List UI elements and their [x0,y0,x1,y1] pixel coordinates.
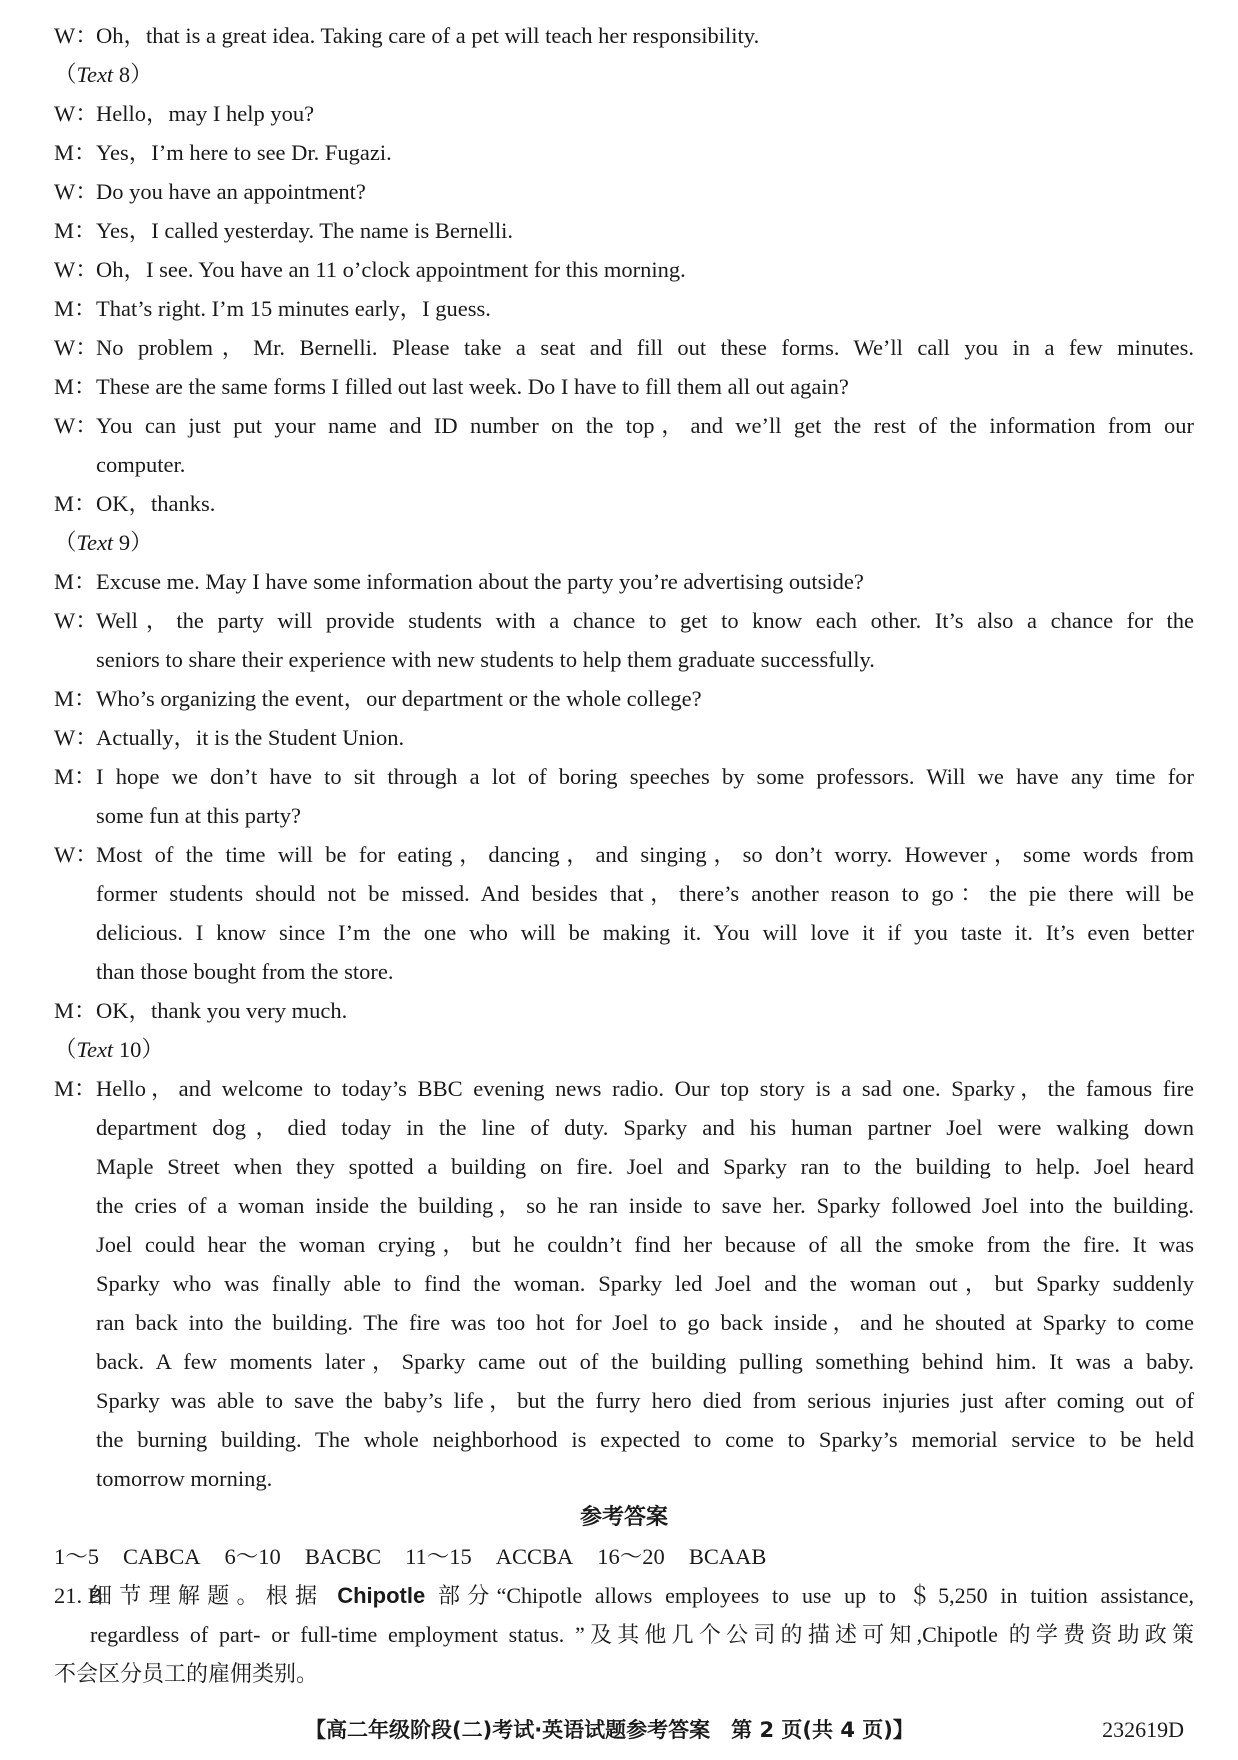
transcript-line [54,94,1194,133]
dialogue-continuation: Joel could hear the woman crying，but he couldn’t find her because of all the smoke from the fire. It was [96,1232,1194,1257]
transcript-line [54,133,1194,172]
dialogue-text: That’s right. I’m 15 minutes early，I guess. [96,296,491,321]
label-word: Text [76,530,114,555]
dialogue-text: Hello，may I help you? [96,101,315,126]
answer-item: 6～10 [224,1544,281,1569]
transcript-line [54,679,1194,718]
transcript-line [54,1342,1194,1381]
transcript-line [54,1225,1194,1264]
answer-item: 1～5 [54,1544,100,1569]
transcript-line [54,55,1194,94]
transcript-line [54,796,1194,835]
speaker-label: W： [54,179,98,204]
dialogue-text: Yes，I’m here to see Dr. Fugazi. [96,140,392,165]
dialogue-text: These are the same forms I filled out last week. Do I have to fill them all out again? [96,374,849,399]
answer-item: 16～20 [597,1544,665,1569]
dialogue-text: Hello，and welcome to today’s BBC evening news radio. Our top story is a sad one. Sparky，the famous fire [96,1076,1194,1101]
dialogue-text: Most of the time will be for eating，dancing，and singing，so don’t worry. However，some words from [96,842,1194,867]
speaker-label: W： [54,23,98,48]
answer-item: ACCBA [495,1544,574,1569]
text-section-label [54,62,153,87]
transcript-line [54,367,1194,406]
dialogue-continuation: tomorrow morning. [96,1466,273,1491]
label-word: Text [76,62,114,87]
transcript-line [54,1303,1194,1342]
speaker-label: M： [54,491,97,516]
transcript-line [54,952,1194,991]
dialogue-text: Oh，I see. You have an 11 o’clock appointment for this morning. [96,257,686,282]
transcript-line [54,406,1194,445]
dialogue-text: I hope we don’t have to sit through a lot of boring speeches by some professors. Will we have any time for [96,764,1194,789]
transcript-line [54,835,1194,874]
q21-last-line: 不会区分员工的雇佣类别。 [54,1661,319,1686]
speaker-label: W： [54,608,98,633]
dialogue-continuation: department dog，died today in the line of duty. Sparky and his human partner Joel were walking down [96,1115,1194,1140]
transcript-line [54,289,1194,328]
transcript-line [54,1069,1194,1108]
speaker-label: M： [54,218,97,243]
transcript-line [54,250,1194,289]
label-number: 9） [113,530,153,555]
dialogue-text: Yes，I called yesterday. The name is Bernelli. [96,218,513,243]
dialogue-continuation: computer. [96,452,186,477]
dialogue-text: OK，thank you very much. [96,998,348,1023]
page-footer [0,1712,1238,1748]
label-paren: （ [54,62,77,87]
transcript-line [54,328,1194,367]
question-21-line [54,1576,1194,1615]
text-section-label [54,1037,164,1062]
transcript-line [54,913,1194,952]
dialogue-continuation: Maple Street when they spotted a building on fire. Joel and Sparky ran to the building to help. Joel heard [96,1154,1194,1179]
speaker-label: M： [54,140,97,165]
speaker-label: M： [54,569,97,594]
transcript-line [54,991,1194,1030]
question-21-line2 [54,1615,1194,1654]
dialogue-continuation: some fun at this party? [96,803,301,828]
dialogue-text: No problem，Mr. Bernelli. Please take a seat and fill out these forms. We’ll call you in a few minutes. [96,335,1194,360]
q21-continuation: regardless of part- or full-time employment status. ”及其他几个公司的描述可知,Chipotle 的学费资助政策 [90,1622,1194,1647]
transcript-line [54,1459,1194,1498]
transcript-line [54,16,1194,55]
question-21-number: 21. B [54,1583,103,1608]
transcript-line [54,640,1194,679]
transcript-line [54,1030,1194,1069]
transcript-line [54,562,1194,601]
label-paren: （ [54,1037,77,1062]
answer-item: BACBC [304,1544,382,1569]
speaker-label: W： [54,335,98,360]
answer-item: 11～15 [405,1544,472,1569]
dialogue-continuation: former students should not be missed. And besides that，there’s another reason to go：the pie there will be [96,881,1194,906]
q21-text-bold: Chipotle [337,1583,426,1608]
speaker-label: M： [54,1076,97,1101]
label-word: Text [76,1037,114,1062]
dialogue-continuation: Sparky was able to save the baby’s life，but the furry hero died from serious injuries just after coming out of [96,1388,1194,1413]
footer-code: 232619D [1102,1717,1184,1742]
dialogue-text: Excuse me. May I have some information about the party you’re advertising outside? [96,569,864,594]
label-number: 10） [113,1037,164,1062]
dialogue-text: Do you have an appointment? [96,179,366,204]
speaker-label: W： [54,725,98,750]
transcript-line [54,172,1194,211]
speaker-label: W： [54,257,98,282]
transcript-line [54,445,1194,484]
dialogue-text: Oh，that is a great idea. Taking care of a pet will teach her responsibility. [96,23,760,48]
transcript-line [54,874,1194,913]
dialogue-continuation: back. A few moments later，Sparky came out of the building pulling something behind him. It was a baby. [96,1349,1194,1374]
transcript-line [54,1147,1194,1186]
dialogue-continuation: the burning building. The whole neighborhood is expected to come to Sparky’s memorial service to be held [96,1427,1194,1452]
dialogue-text: OK，thanks. [96,491,216,516]
transcript-line [54,601,1194,640]
label-number: 8） [113,62,153,87]
transcript-line [54,718,1194,757]
q21-text-a: 细节理解题。根据 [90,1583,338,1608]
dialogue-text: Well，the party will provide students with a chance to get to know each other. It’s also a chance for the [96,608,1194,633]
dialogue-text: You can just put your name and ID number on the top，and we’ll get the rest of the information from our [96,413,1194,438]
answers-heading: 参考答案 [579,1505,668,1530]
dialogue-text: Who’s organizing the event，our department or the whole college? [96,686,702,711]
transcript-line [54,523,1194,562]
question-21-text [90,1576,1194,1615]
transcript-line [54,1186,1194,1225]
label-paren: （ [54,530,77,555]
answers-row [54,1537,1194,1576]
question-21-line3 [54,1654,1194,1693]
speaker-label: M： [54,374,97,399]
answer-item: CABCA [123,1544,201,1569]
dialogue-continuation: ran back into the building. The fire was too hot for Joel to go back inside，and he shouted at Sparky to come [96,1310,1194,1335]
speaker-label: M： [54,764,97,789]
page-content [54,16,1194,1693]
footer-title: 【高二年级阶段(二)考试·英语试题参考答案 第 2 页(共 4 页)】 [305,1718,914,1742]
transcript-line [54,211,1194,250]
speaker-label: W： [54,101,98,126]
q21-text-b: 部分“Chipotle allows employees to use up to ＄5,250 in tuition assistance, [425,1583,1194,1608]
speaker-label: W： [54,842,98,867]
transcript-line [54,757,1194,796]
speaker-label: M： [54,686,97,711]
transcript-line [54,1381,1194,1420]
answer-item: BCAAB [688,1544,767,1569]
dialogue-continuation: than those bought from the store. [96,959,394,984]
transcript-line [54,1264,1194,1303]
transcript-line [54,1420,1194,1459]
dialogue-continuation: Sparky who was finally able to find the woman. Sparky led Joel and the woman out，but Sparky suddenly [96,1271,1194,1296]
transcript-line [54,1108,1194,1147]
text-section-label [54,530,153,555]
speaker-label: M： [54,998,97,1023]
dialogue-text: Actually，it is the Student Union. [96,725,405,750]
dialogue-continuation: seniors to share their experience with new students to help them graduate successfully. [96,647,875,672]
transcript-line [54,484,1194,523]
dialogue-continuation: delicious. I know since I’m the one who will be making it. You will love it if you taste it. It’s even better [96,920,1194,945]
dialogue-continuation: the cries of a woman inside the building，so he ran inside to save her. Sparky followed Joel into the building. [96,1193,1194,1218]
speaker-label: M： [54,296,97,321]
speaker-label: W： [54,413,98,438]
